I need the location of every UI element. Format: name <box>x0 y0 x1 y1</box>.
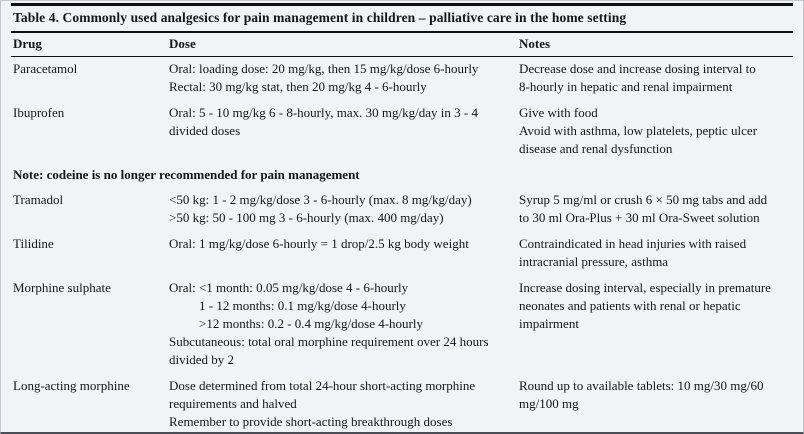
table-row <box>11 57 793 101</box>
note-text: Note: codeine is no longer recommended for pain management <box>13 167 360 182</box>
notes-line: Avoid with asthma, low platelets, peptic ulcer <box>519 123 758 138</box>
drug-cell <box>11 60 167 96</box>
column-header-row <box>11 33 793 56</box>
dose-line: Oral: 5 - 10 mg/kg 6 - 8-hourly, max. 30 mg/kg/day in 3 - 4 <box>169 105 478 120</box>
notes-line: neonates and patients with renal or hepatic <box>519 298 741 313</box>
table-row <box>11 232 793 276</box>
notes-line: intracranial pressure, asthma <box>519 254 669 269</box>
drug-cell <box>11 191 167 227</box>
drug-cell <box>11 104 167 158</box>
dose-line: 1 - 12 months: 0.1 mg/kg/dose 4-hourly <box>199 298 406 313</box>
notes-line: Syrup 5 mg/ml or crush 6 × 50 mg tabs and add <box>519 192 768 207</box>
table-row <box>11 188 793 232</box>
dose-line: Remember to provide short-acting breakthrough doses <box>169 414 453 429</box>
drug-name: Morphine sulphate <box>13 280 111 295</box>
notes-line: 8-hourly in hepatic and renal impairment <box>519 79 733 94</box>
table-inner <box>11 3 793 434</box>
table-title: Table 4. Commonly used analgesics for pain management in children – palliative care in the home setting <box>13 10 627 25</box>
notes-line: impairment <box>519 316 579 331</box>
notes-cell <box>517 235 793 271</box>
column-header-drug: Drug <box>13 36 42 51</box>
drug-name: Tramadol <box>13 192 64 207</box>
dose-cell <box>167 279 517 369</box>
dose-cell <box>167 235 517 271</box>
notes-line: mg/100 mg <box>519 396 579 411</box>
drug-name: Tilidine <box>13 236 54 251</box>
notes-line: to 30 ml Ora-Plus + 30 ml Ora-Sweet solution <box>519 210 760 225</box>
table-row <box>11 374 793 434</box>
drug-name: Ibuprofen <box>13 105 65 120</box>
dose-cell <box>167 191 517 227</box>
dose-line: >50 kg: 50 - 100 mg 3 - 6-hourly (max. 400 mg/day) <box>169 210 444 225</box>
dose-line: Subcutaneous: total oral morphine requirement over 24 hours <box>169 334 489 349</box>
dose-line: Oral: <1 month: 0.05 mg/kg/dose 4 - 6-hourly <box>169 280 409 295</box>
dose-line: Oral: 1 mg/kg/dose 6-hourly = 1 drop/2.5 kg body weight <box>169 236 469 251</box>
dose-line: <50 kg: 1 - 2 mg/kg/dose 3 - 6-hourly (max. 8 mg/kg/day) <box>169 192 472 207</box>
drug-name: Long-acting morphine <box>13 378 130 393</box>
notes-cell <box>517 104 793 158</box>
notes-line: disease and renal dysfunction <box>519 141 673 156</box>
drug-cell <box>11 235 167 271</box>
table-row <box>11 276 793 374</box>
notes-line: Give with food <box>519 105 598 120</box>
dose-line: divided by 2 <box>169 352 234 367</box>
notes-cell <box>517 191 793 227</box>
dose-line: >12 months: 0.2 - 0.4 mg/kg/dose 4-hourly <box>199 316 423 331</box>
note-row <box>11 163 793 188</box>
dose-line: Dose determined from total 24-hour short-acting morphine <box>169 378 476 393</box>
column-header-notes: Notes <box>519 36 551 51</box>
dose-line: Rectal: 30 mg/kg stat, then 20 mg/kg 4 - 6-hourly <box>169 79 427 94</box>
drug-name: Paracetamol <box>13 61 78 76</box>
dose-cell <box>167 60 517 96</box>
notes-line: Round up to available tablets: 10 mg/30 mg/60 <box>519 378 764 393</box>
notes-cell <box>517 377 793 431</box>
dose-cell <box>167 104 517 158</box>
notes-cell <box>517 60 793 96</box>
table-row <box>11 101 793 163</box>
dose-line: Oral: loading dose: 20 mg/kg, then 15 mg/kg/dose 6-hourly <box>169 61 479 76</box>
table-body <box>11 57 793 434</box>
column-header-dose: Dose <box>169 36 196 51</box>
notes-line: Contraindicated in head injuries with raised <box>519 236 747 251</box>
drug-cell <box>11 377 167 431</box>
notes-cell <box>517 279 793 369</box>
dose-cell <box>167 377 517 431</box>
notes-line: Increase dosing interval, especially in premature <box>519 280 771 295</box>
notes-line: Decrease dose and increase dosing interval to <box>519 61 756 76</box>
dose-line: divided doses <box>169 123 241 138</box>
drug-cell <box>11 279 167 369</box>
dose-line: requirements and halved <box>169 396 297 411</box>
